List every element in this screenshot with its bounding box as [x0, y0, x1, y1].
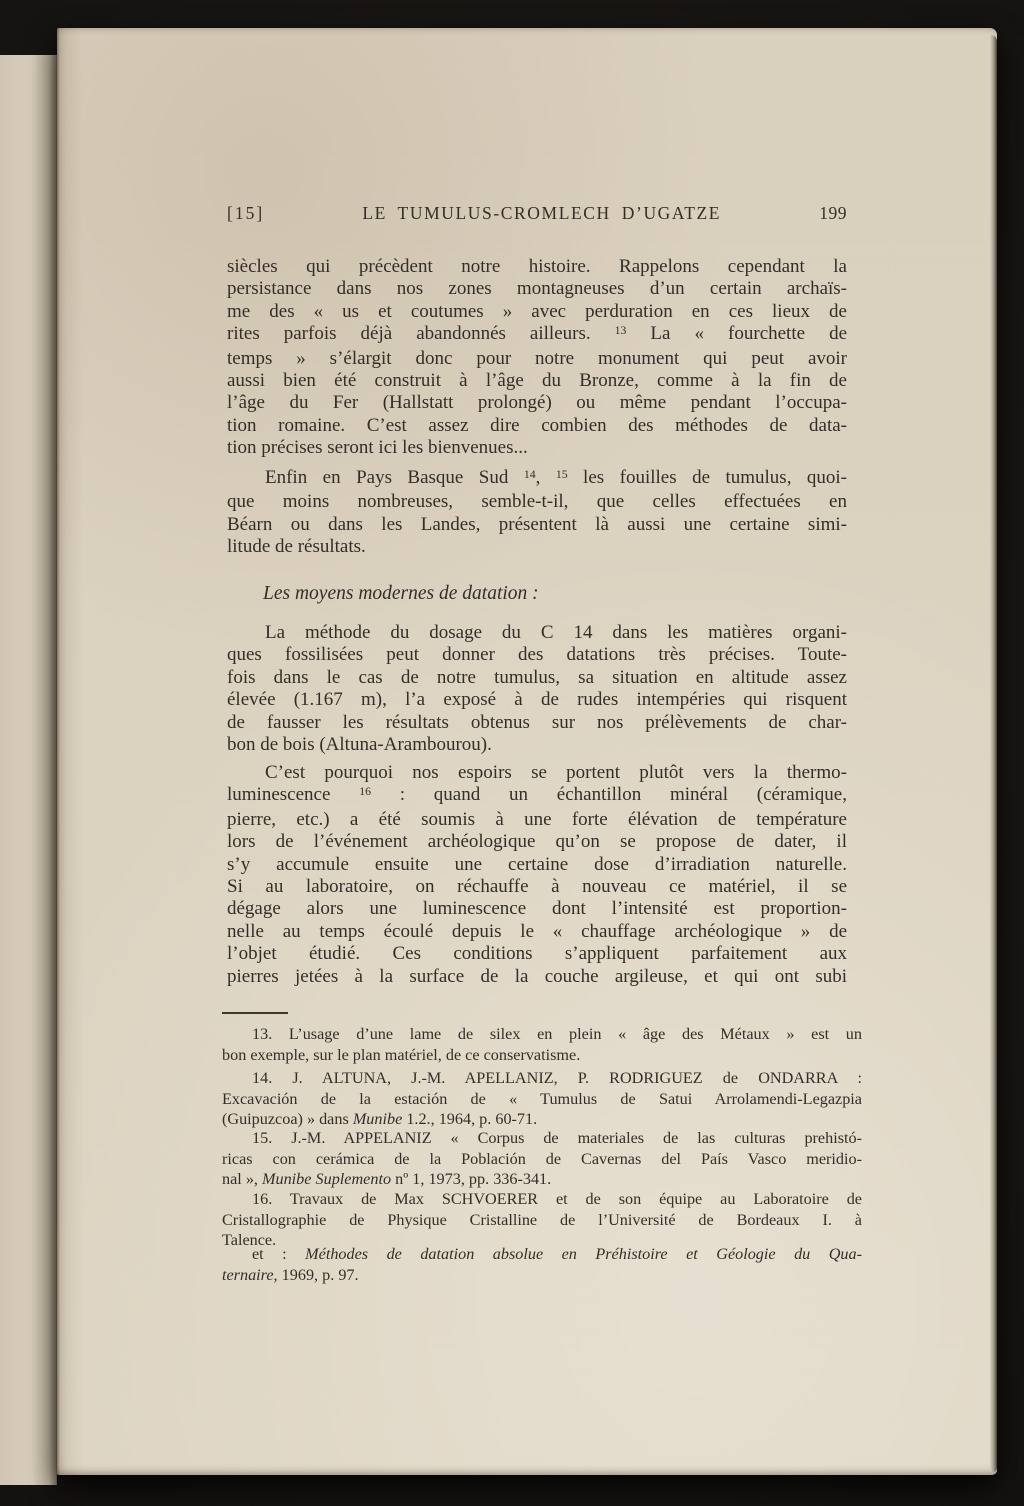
- gutter-crease: [57, 28, 60, 1475]
- previous-page-edge: [0, 55, 57, 1485]
- page-number: 199: [819, 203, 847, 223]
- text-column: [222, 28, 863, 1475]
- body-paragraph: C’est pourquoi nos espoirs se portent plutôt vers la thermo- luminescence $^{16}$ : quand un échantillon minéral (céramique, pierre, etc.) a été soumis à une forte élévation de température lors de l’événement archéologique qu’on se propose de dater, il s’y accumule ensuite une certaine dose d’irradiation naturelle. Si au laboratoire, on réchauffe à nouveau ce matériel, il se dégage alors une luminescence dont l’intensité est proportion- nelle au temps écoulé depuis le « chauffage archéologique » de l’objet étudié. Ces conditions s’appliquent parfaitement aux pierres jetées à la surface de la couche argileuse, et qui ont subi: [227, 762, 847, 987]
- section-marker: [15]: [227, 203, 265, 223]
- footnote: 15. J.-M. APPELANIZ « Corpus de materiales de las culturas prehistó- ricas con cerámica de la Población de Cavernas del País Vasco meridio- nal », Munibe Suplemento nº 1, 1973, pp. 336-341.: [222, 1129, 862, 1189]
- section-heading: Les moyens modernes de datation :: [263, 583, 539, 604]
- footnote: 14. J. ALTUNA, J.-M. APELLANIZ, P. RODRIGUEZ de ONDARRA : Excavación de la estación de « Tumulus de Satui Arrolamendi-Legazpia (Guipuzcoa) » dans Munibe 1.2., 1964, p. 60-71.: [222, 1069, 862, 1129]
- footnote-separator: [222, 1012, 288, 1014]
- body-paragraph: siècles qui précèdent notre histoire. Rappelons cependant la persistance dans nos zones montagneuses d’un certain archaïs- me des « us et coutumes » avec perduration en ces lieux de rites parfois déjà abandonnés ailleurs. $^{13}$ La « fourchette de temps » s’élargit donc pour notre monument qui peut avoir aussi bien été construit à l’âge du Bronze, comme à la fin de l’âge du Fer (Hallstatt prolongé) ou même pendant l’occupa- tion romaine. C’est assez dire combien des méthodes de data- tion précises seront ici les bienvenues...: [227, 256, 848, 459]
- footnote: et : Méthodes de datation absolue en Préhistoire et Géologie du Qua- ternaire, 1969, p. 97.: [222, 1245, 863, 1284]
- page-stack-edge: [990, 35, 997, 1472]
- body-paragraph: Enfin en Pays Basque Sud $^{14}$, $^{15}$ les fouilles de tumulus, quoi- que moins nombreuses, semble-t-il, que celles effectuées en Béarn ou dans les Landes, présentent là aussi une certaine simi- litude de résultats.: [227, 467, 848, 558]
- footnote: 13. L’usage d’une lame de silex en plein « âge des Métaux » est un bon exemple, sur le plan matériel, de ce conservatisme.: [222, 1025, 862, 1064]
- page-header: [227, 203, 847, 224]
- running-title: LE TUMULUS-CROMLECH D’UGATZE: [362, 203, 722, 223]
- book-page: [57, 28, 997, 1475]
- body-paragraph: La méthode du dosage du C 14 dans les matières organi- ques fossilisées peut donner des datations très précises. Toute- fois dans le cas de notre tumulus, sa situation en altitude assez élevée (1.167 m), l’a exposé à de rudes intempéries qui risquent de fausser les résultats obtenus sur nos prélèvements de char- bon de bois (Altuna-Arambourou).: [227, 622, 847, 756]
- footnote: 16. Travaux de Max SCHVOERER et de son équipe au Laboratoire de Cristallographie de Physique Cristalline de l’Université de Bordeaux I. à Talence.: [222, 1190, 862, 1250]
